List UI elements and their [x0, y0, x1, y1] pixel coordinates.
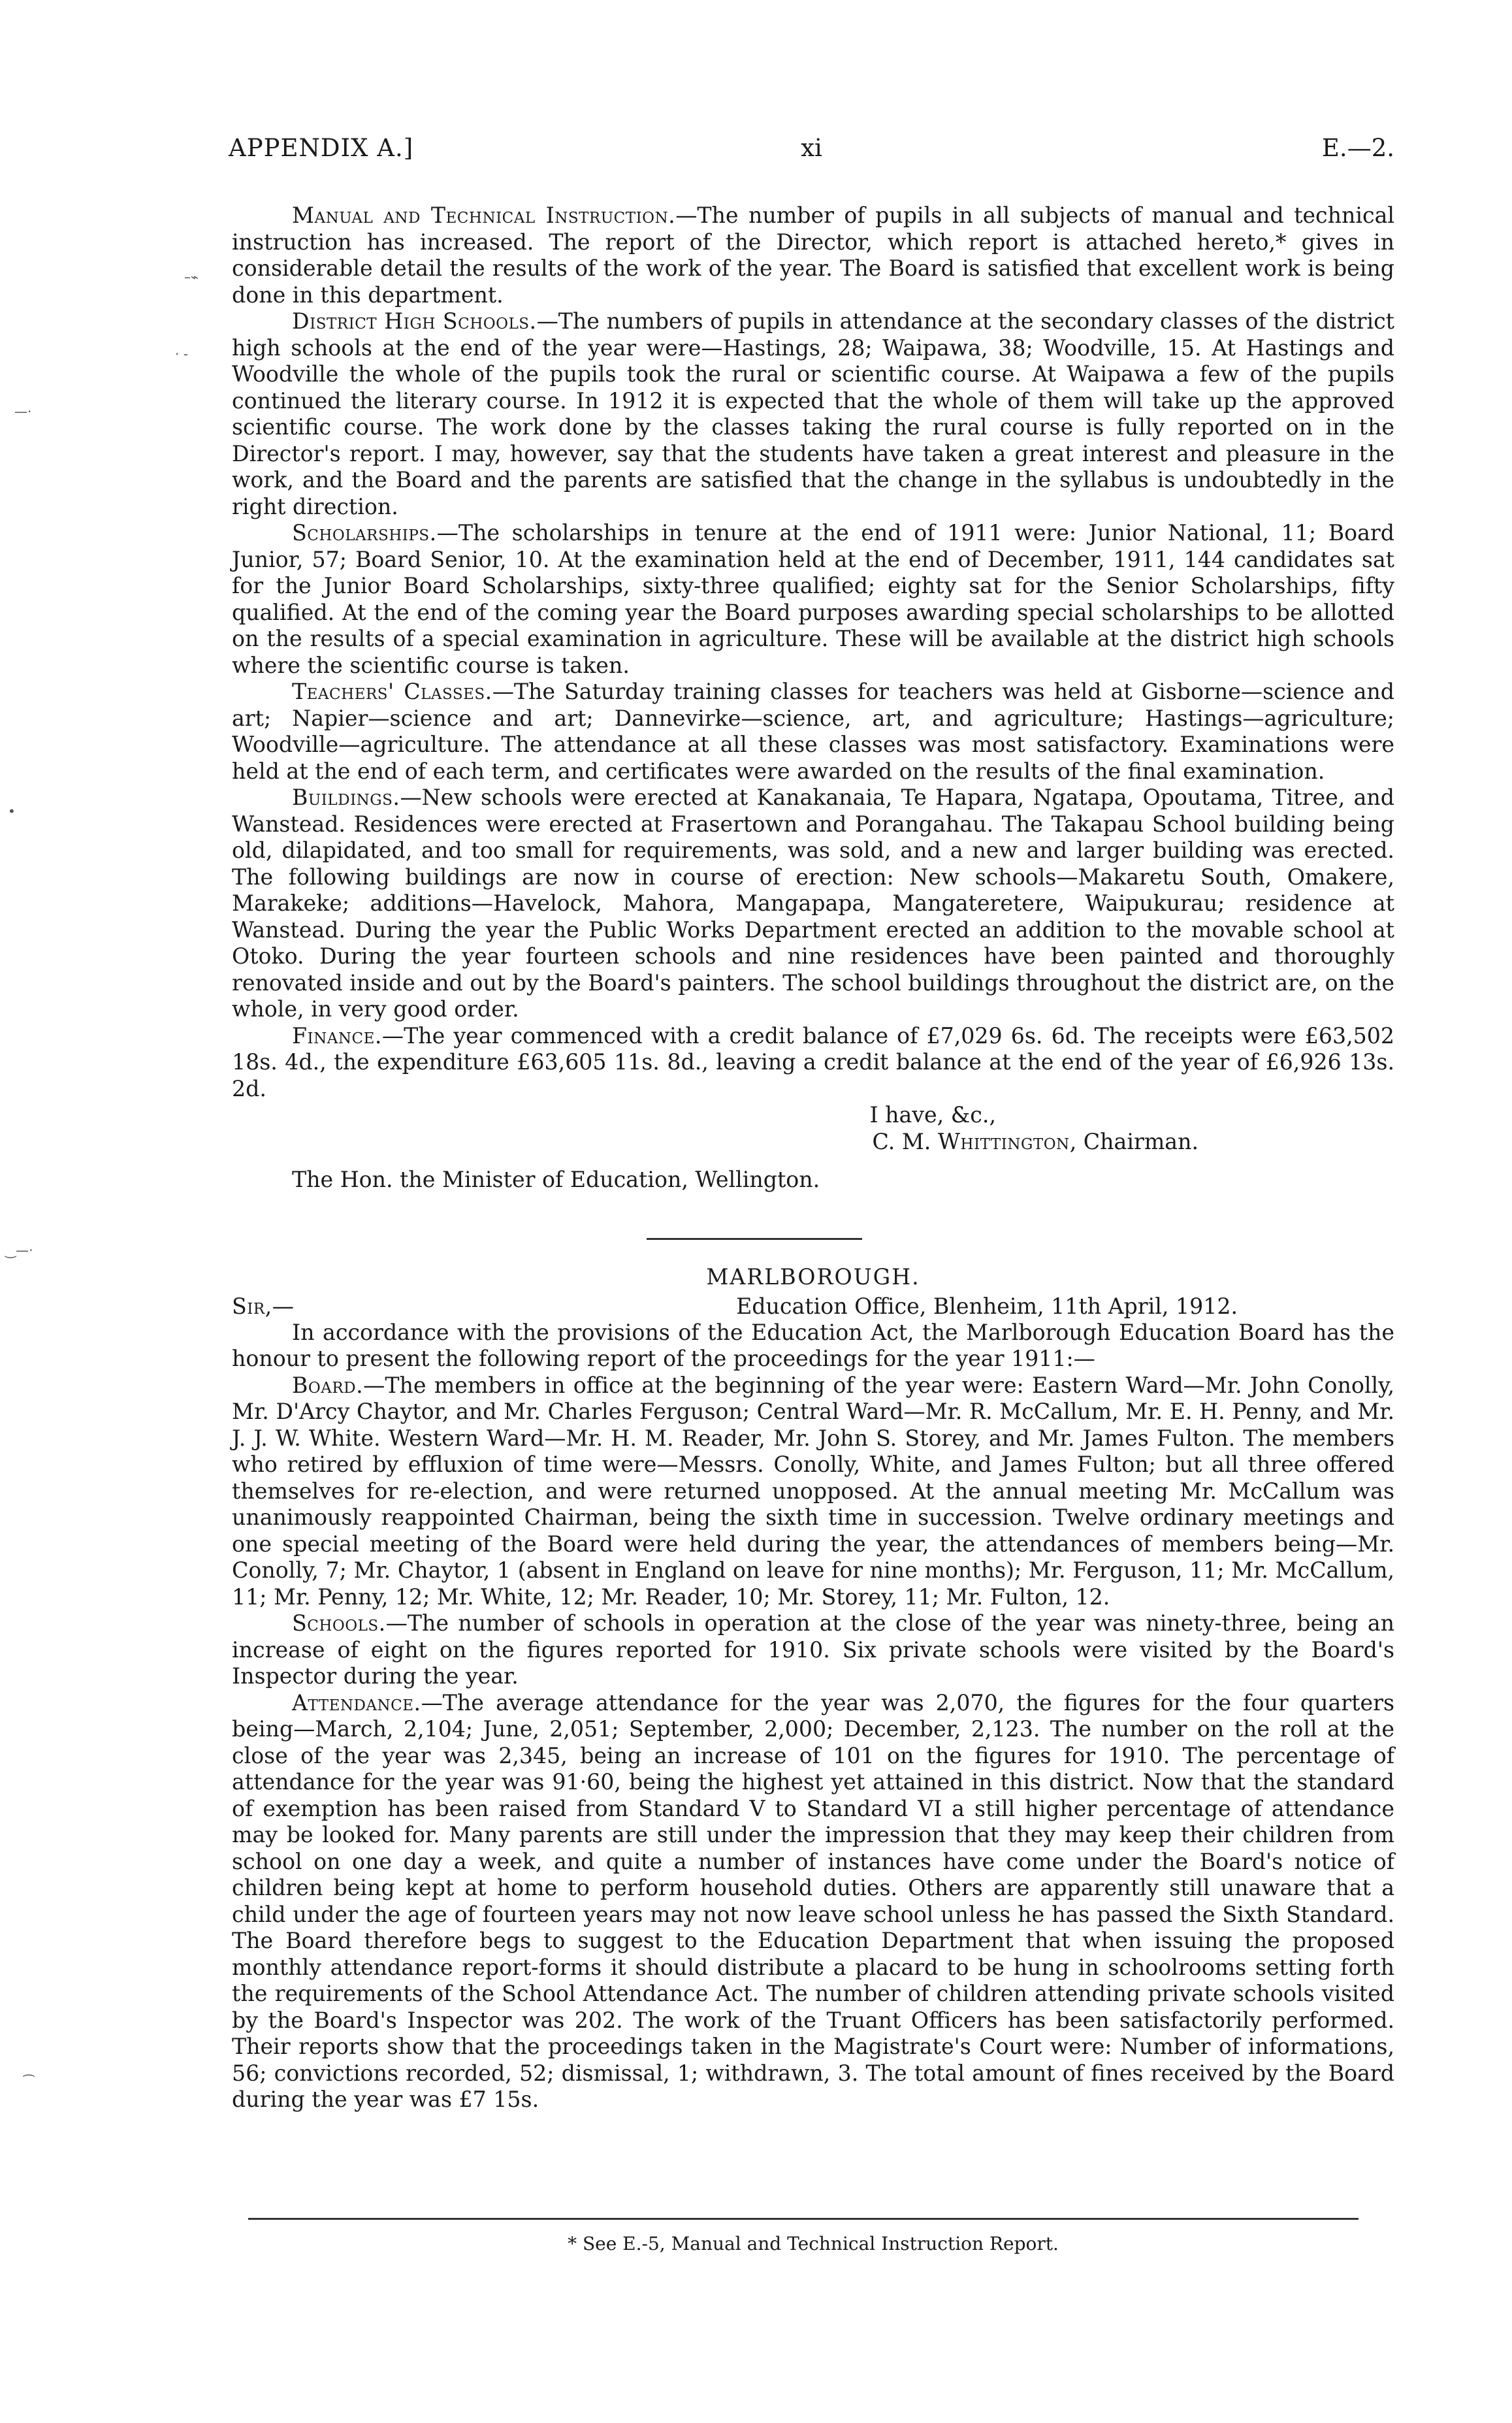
footnote: * See E.-5, Manual and Technical Instruction Report. [568, 2233, 1059, 2254]
paragraph-text: —The average attendance for the year was 2,070, the figures for the four quarters being—March, 2,104; June, 2,051; September, 2,000; December, 2,123. The number on the roll at the close of the year was 2,345, being an increase of 101 on the figures for 1910. The percentage of attendance for the year was 91·60, being the highest yet attained in this district. Now that the standard of exemption has been raised from Standard V to Standard VI a still higher percentage of attendance may be looked for. Many parents are still under the impression that they may keep their children from school on one day a week, and quite a number of instances have come under the Board's notice of children being kept at home to perform household duties. Others are apparently still unaware that a child under the age of fourteen years may not now leave school unless he has passed the Sixth Standard. The Board therefore begs to suggest to the Education Department that when issuing the proposed monthly attendance report-forms it should distribute a placard to be hung in schoolrooms setting forth the requirements of the School Attendance Act. The number of children attending private schools visited by the Board's Inspector was 202. The work of the Truant Officers has been satisfactorily performed. Their reports show that the proceedings taken in the Magistrate's Court were: Number of informations, 56; convictions recorded, 52; dismissal, 1; withdrawn, 3. The total amount of fines received by the Board during the year was £7 15s. [232, 1689, 1394, 2112]
margin-mark: ⁔ [24, 2061, 35, 2077]
margin-mark: · - [175, 346, 188, 362]
paragraph-text: —The number of pupils in all subjects of manual and technical instruction has increased. The report of the Director, which report is attached hereto,* gives in considerable detail the results of the work of the year. The Board is satisfied that excellent work is being done in this department. [232, 203, 1394, 308]
hawkes-bay-report-conclusion [232, 203, 1394, 1194]
salutation: Sir,— [232, 1293, 295, 1319]
paragraph-heading: Board. [292, 1372, 364, 1398]
paragraph-heading: Buildings. [292, 785, 400, 810]
footnote-divider [248, 2218, 1359, 2220]
paragraph-heading: Finance. [292, 1022, 382, 1049]
paragraph-buildings [232, 785, 1394, 1023]
signer-name: Whittington [937, 1128, 1070, 1154]
salutation-line [232, 1293, 1394, 1320]
paragraph-text: —The scholarships in tenure at the end of 1911 were: Junior National, 11; Board Junior, 57; Board Senior, 10. At the examination held at the end of December, 1911, 144 candidates sat for the Junior Board Scholarships, sixty-three qualified; eighty sat for the Senior Scholarships, fifty qualified. At the end of the coming year the Board purposes awarding special scholarships to be allotted on the results of a special examination in agriculture. These will be available at the district high schools where the scientific course is taken. [232, 520, 1394, 678]
office-date-line: Education Office, Blenheim, 11th April, 1912. [736, 1293, 1238, 1319]
paragraph-heading: Teachers' Classes. [292, 679, 492, 704]
signature-line [232, 1129, 1394, 1156]
paragraph-attendance [232, 1690, 1394, 2113]
marlborough-report [232, 1264, 1394, 2113]
addressee-line: The Hon. the Minister of Education, Wellington. [292, 1167, 820, 1192]
paragraph-text: —New schools were erected at Kanakanaia, Te Hapara, Ngatapa, Opoutama, Titree, and Wanstead. Residences were erected at Frasertown and Porangahau. The Takapau School building being old, dilapidated, and too small for requirements, was sold, and a new and larger building was erected. The following buildings are now in course of erection: New schools—Makaretu South, Omakere, Marakeke; additions—Havelock, Mahora, Mangapapa, Mangateretere, Waipukurau; residence at Wanstead. During the year the Public Works Department erected an addition to the movable school at Otoko. During the year fourteen schools and nine residences have been painted and thoroughly renovated inside and out by the Board's painters. The school buildings throughout the district are, on the whole, in very good order. [232, 785, 1394, 1022]
paragraph-manual-technical [232, 203, 1394, 308]
paragraph-intro: In accordance with the provisions of the Education Act, the Marlborough Education Board has the honour to present the following report of the proceedings for the year 1911:— [232, 1319, 1394, 1371]
appendix-label: APPENDIX A.] [229, 134, 414, 162]
paragraph-text: —The numbers of pupils in attendance at the secondary classes of the district high schools at the end of the year were—Hastings, 28; Waipawa, 38; Woodville, 15. At Hastings and Woodville the whole of the pupils took the rural or scientific course. At Waipawa a few of the pupils continued the literary course. In 1912 it is expected that the whole of them will take up the approved scientific course. The work done by the classes taking the rural course is fully reported on in the Director's report. I may, however, say that the students have taken a great interest and pleasure in the work, and the Board and the parents are satisfied that the change in the syllabus is undoubtedly in the right direction. [232, 308, 1394, 519]
section-title: MARLBOROUGH. [706, 1264, 920, 1290]
paragraph-teachers-classes [232, 679, 1394, 785]
paragraph-finance [232, 1023, 1394, 1103]
paragraph-heading: District High Schools. [292, 308, 537, 334]
margin-mark: —· [14, 404, 32, 419]
closing-line: I have, &c., [869, 1102, 996, 1128]
section-divider [647, 1238, 862, 1240]
paragraph-heading: Scholarships. [292, 520, 437, 545]
signer-title: , Chairman. [1069, 1128, 1198, 1154]
paragraph-text: —The members in office at the beginning of the year were: Eastern Ward—Mr. John Conolly, Mr. D'Arcy Chaytor, and Mr. Charles Ferguson; Central Ward—Mr. R. McCallum, Mr. E. H. Penny, and Mr. J. J. W. White. Western Ward—Mr. H. M. Reader, Mr. John S. Storey, and Mr. James Fulton. The members who retired by effluxion of time were—Messrs. Conolly, White, and James Fulton; but all three offered themselves for re-election, and were returned unopposed. At the annual meeting Mr. McCallum was unanimously reappointed Chairman, being the sixth time in succession. Twelve ordinary meetings and one special meeting of the Board were held during the year, the attendances of members being—Mr. Conolly, 7; Mr. Chaytor, 1 (absent in England on leave for nine months); Mr. Ferguson, 11; Mr. McCallum, 11; Mr. Penny, 12; Mr. White, 12; Mr. Reader, 10; Mr. Storey, 11; Mr. Fulton, 12. [232, 1372, 1394, 1610]
paragraph-text: —The Saturday training classes for teachers was held at Gisborne—science and art; Napier—science and art; Dannevirke—science, art, and agriculture; Hastings—agriculture; Woodville—agriculture. The attendance at all these classes was most satisfactory. Examinations were held at the end of each term, and certificates were awarded on the results of the final examination. [232, 679, 1394, 784]
document-code: E.—2. [1321, 134, 1394, 162]
paragraph-schools [232, 1610, 1394, 1690]
paragraph-heading: Manual and Technical Instruction. [292, 203, 676, 228]
paragraph-board [232, 1373, 1394, 1611]
paragraph-heading: Attendance. [292, 1689, 421, 1716]
margin-mark: ‿—· [5, 1243, 33, 1258]
paragraph-district-high-schools [232, 308, 1394, 520]
paragraph-text: —The year commenced with a credit balance of £7,029 6s. 6d. The receipts were £63,502 18s. 4d., the expenditure £63,605 11s. 8d., leaving a credit balance at the end of the year of £6,926 13s. 2d. [232, 1022, 1394, 1101]
margin-mark: • [8, 804, 16, 819]
paragraph-text: —The number of schools in operation at the close of the year was ninety-three, being an increase of eight on the figures reported for 1910. Six private schools were visited by the Board's Inspector during the year. [232, 1610, 1394, 1689]
paragraph-heading: Schools. [292, 1610, 386, 1636]
margin-mark: –⌁ [184, 269, 199, 285]
signer-initials: C. M. [872, 1128, 938, 1154]
running-head [229, 134, 1394, 173]
paragraph-scholarships [232, 520, 1394, 679]
page-number: xi [801, 134, 822, 162]
